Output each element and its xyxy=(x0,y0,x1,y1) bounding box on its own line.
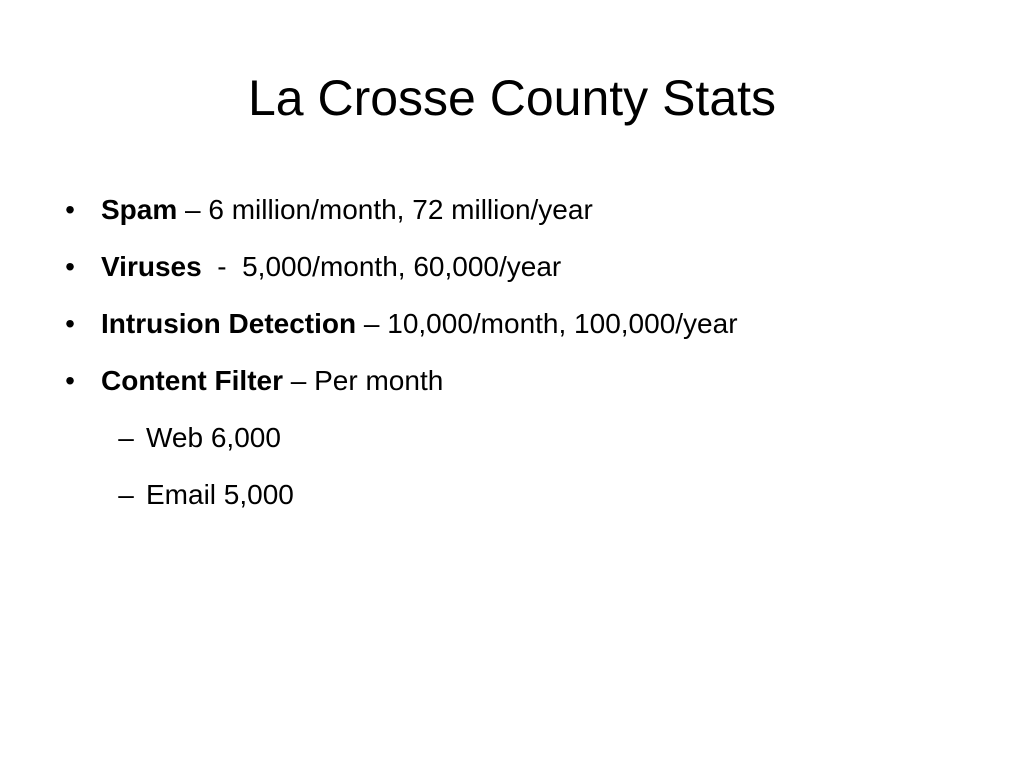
bullet-term: Intrusion Detection xyxy=(101,308,357,339)
sub-bullet-marker: – xyxy=(118,422,134,453)
bullet-text xyxy=(101,300,738,348)
bullet-marker: • xyxy=(65,251,75,282)
bullet-detail: – 10,000/month, 100,000/year xyxy=(356,308,738,339)
bullet-term: Viruses xyxy=(101,251,202,282)
bullet-term: Spam xyxy=(101,194,178,225)
bullet-text xyxy=(101,357,443,405)
bullet-text xyxy=(101,243,561,291)
slide-title: La Crosse County Stats xyxy=(247,70,777,126)
sub-bullet-marker: – xyxy=(118,479,134,510)
bullet-detail: - 5,000/month, 60,000/year xyxy=(201,251,562,282)
bullet-marker: • xyxy=(65,194,75,225)
bullet-text xyxy=(101,186,593,234)
bullet-term: Content Filter xyxy=(101,365,283,396)
bullet-detail: – 6 million/month, 72 million/year xyxy=(177,194,593,225)
sub-bullet-text: Email 5,000 xyxy=(146,479,294,510)
bullet-detail: – Per month xyxy=(283,365,444,396)
bullet-marker: • xyxy=(65,365,75,396)
bullet-marker: • xyxy=(65,308,75,339)
sub-bullet-text: Web 6,000 xyxy=(146,422,281,453)
